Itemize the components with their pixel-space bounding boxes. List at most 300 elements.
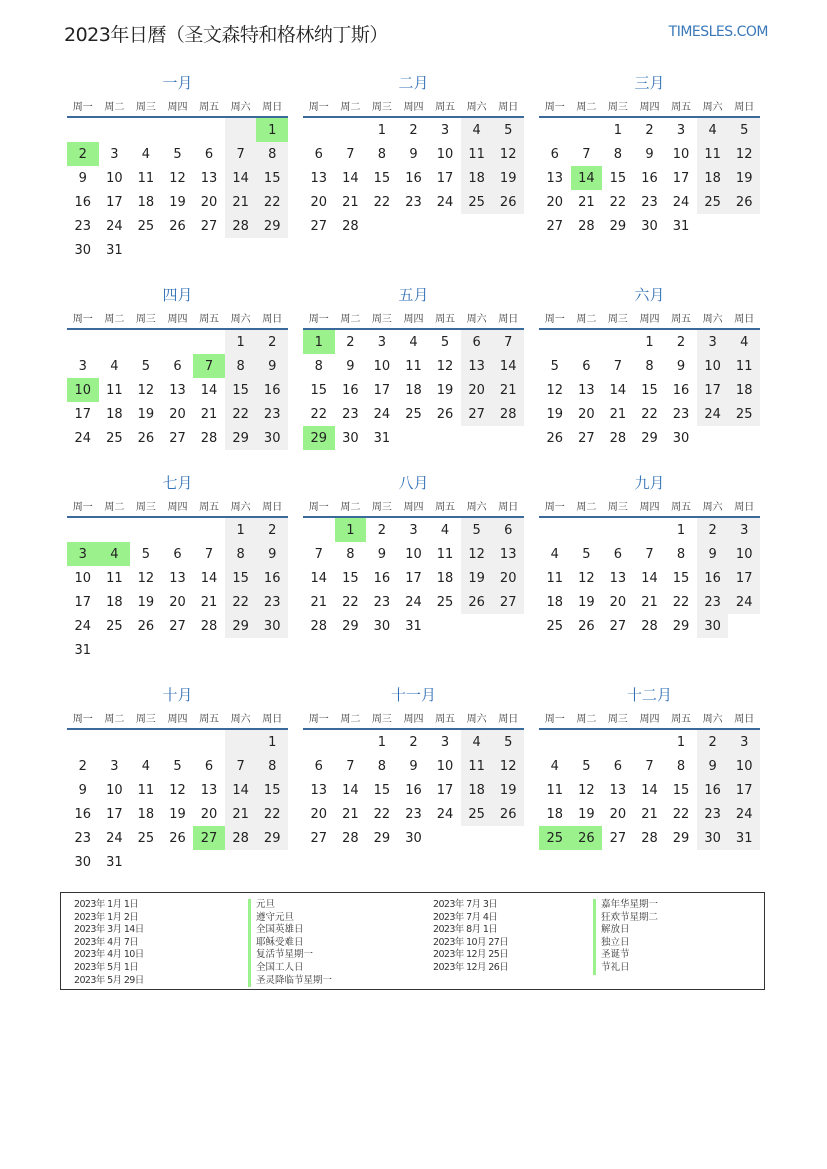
day-cell[interactable]: 3 [78,358,87,374]
day-cell[interactable]: 3 [440,734,450,750]
day-cell[interactable]: 18 [106,594,123,610]
day-cell[interactable]: 18 [137,194,155,210]
day-cell[interactable]: 26 [169,830,186,846]
day-cell[interactable]: 6 [613,546,623,562]
day-cell[interactable]: 9 [377,546,387,562]
day-cell[interactable]: 7 [225,754,257,778]
day-cell[interactable]: 8 [314,358,323,374]
day-cell[interactable]: 7 [346,146,355,162]
day-cell[interactable]: 24 [74,430,92,446]
day-cell[interactable]: 14 [492,354,524,378]
day-cell[interactable]: 21 [310,594,328,610]
day-cell[interactable]: 30 [74,854,92,870]
day-cell[interactable]: 21 [342,194,359,210]
day-cell[interactable]: 12 [578,570,595,586]
holiday-day-cell[interactable]: 29 [303,426,335,450]
holiday-day-cell[interactable]: 1 [256,118,288,142]
day-cell[interactable]: 14 [225,166,257,190]
day-cell[interactable]: 11 [728,354,760,378]
day-cell[interactable]: 17 [405,570,422,586]
day-cell[interactable]: 15 [225,566,257,590]
holiday-day-cell[interactable]: 1 [303,330,335,354]
day-cell[interactable]: 5 [461,518,493,542]
day-cell[interactable]: 24 [672,194,690,210]
day-cell[interactable]: 29 [342,618,359,634]
day-cell[interactable]: 28 [641,618,658,634]
day-cell[interactable]: 15 [641,382,658,398]
day-cell[interactable]: 24 [106,218,123,234]
day-cell[interactable]: 26 [578,618,595,634]
day-cell[interactable]: 25 [137,218,155,234]
day-cell[interactable]: 3 [728,730,760,754]
day-cell[interactable]: 2 [697,518,729,542]
holiday-day-cell[interactable]: 10 [67,378,99,402]
day-cell[interactable]: 15 [373,170,391,186]
day-cell[interactable]: 24 [405,594,422,610]
day-cell[interactable]: 11 [546,570,564,586]
day-cell[interactable]: 6 [550,146,559,162]
day-cell[interactable]: 16 [74,194,92,210]
day-cell[interactable]: 26 [137,430,155,446]
day-cell[interactable]: 19 [728,166,760,190]
day-cell[interactable]: 21 [492,378,524,402]
day-cell[interactable]: 18 [106,406,123,422]
day-cell[interactable]: 28 [200,618,218,634]
day-cell[interactable]: 12 [492,142,524,166]
day-cell[interactable]: 25 [461,190,493,214]
day-cell[interactable]: 25 [728,402,760,426]
day-cell[interactable]: 1 [676,734,686,750]
day-cell[interactable]: 8 [676,546,686,562]
day-cell[interactable]: 2 [78,758,87,774]
day-cell[interactable]: 1 [256,730,288,754]
day-cell[interactable]: 10 [405,546,422,562]
day-cell[interactable]: 14 [641,570,658,586]
day-cell[interactable]: 27 [609,830,627,846]
day-cell[interactable]: 8 [346,546,355,562]
day-cell[interactable]: 19 [546,406,564,422]
day-cell[interactable]: 20 [169,406,186,422]
day-cell[interactable]: 12 [436,358,454,374]
day-cell[interactable]: 15 [256,166,288,190]
day-cell[interactable]: 29 [641,430,658,446]
day-cell[interactable]: 27 [310,830,328,846]
day-cell[interactable]: 9 [346,358,355,374]
day-cell[interactable]: 17 [697,378,729,402]
day-cell[interactable]: 10 [373,358,391,374]
day-cell[interactable]: 22 [310,406,328,422]
day-cell[interactable]: 15 [373,782,391,798]
day-cell[interactable]: 30 [697,614,729,638]
day-cell[interactable]: 23 [405,806,422,822]
day-cell[interactable]: 7 [204,546,214,562]
day-cell[interactable]: 11 [106,382,123,398]
day-cell[interactable]: 24 [728,590,760,614]
day-cell[interactable]: 24 [436,194,454,210]
day-cell[interactable]: 18 [546,594,564,610]
day-cell[interactable]: 16 [405,782,422,798]
day-cell[interactable]: 11 [697,142,729,166]
day-cell[interactable]: 4 [141,758,151,774]
day-cell[interactable]: 7 [492,330,524,354]
day-cell[interactable]: 13 [200,170,218,186]
day-cell[interactable]: 8 [256,142,288,166]
day-cell[interactable]: 9 [78,170,87,186]
day-cell[interactable]: 13 [609,782,627,798]
day-cell[interactable]: 20 [461,378,493,402]
day-cell[interactable]: 29 [256,214,288,238]
day-cell[interactable]: 6 [461,330,493,354]
day-cell[interactable]: 23 [697,590,729,614]
day-cell[interactable]: 27 [492,590,524,614]
day-cell[interactable]: 15 [342,570,359,586]
day-cell[interactable]: 20 [578,406,595,422]
day-cell[interactable]: 22 [225,402,257,426]
day-cell[interactable]: 19 [137,406,155,422]
day-cell[interactable]: 12 [461,542,493,566]
day-cell[interactable]: 24 [728,802,760,826]
day-cell[interactable]: 27 [310,218,328,234]
day-cell[interactable]: 28 [609,430,627,446]
day-cell[interactable]: 17 [436,170,454,186]
day-cell[interactable]: 25 [137,830,155,846]
day-cell[interactable]: 15 [609,170,627,186]
day-cell[interactable]: 5 [492,730,524,754]
day-cell[interactable]: 5 [582,758,591,774]
day-cell[interactable]: 9 [256,542,288,566]
day-cell[interactable]: 7 [346,758,355,774]
day-cell[interactable]: 7 [314,546,323,562]
day-cell[interactable]: 31 [106,854,123,870]
day-cell[interactable]: 25 [461,802,493,826]
day-cell[interactable]: 7 [613,358,623,374]
day-cell[interactable]: 29 [672,618,690,634]
day-cell[interactable]: 4 [110,358,119,374]
day-cell[interactable]: 5 [728,118,760,142]
day-cell[interactable]: 18 [137,806,155,822]
day-cell[interactable]: 13 [310,782,328,798]
day-cell[interactable]: 10 [697,354,729,378]
day-cell[interactable]: 26 [492,802,524,826]
day-cell[interactable]: 23 [697,802,729,826]
day-cell[interactable]: 18 [728,378,760,402]
day-cell[interactable]: 20 [200,806,218,822]
day-cell[interactable]: 16 [373,570,391,586]
day-cell[interactable]: 17 [106,806,123,822]
day-cell[interactable]: 26 [728,190,760,214]
day-cell[interactable]: 16 [342,382,359,398]
day-cell[interactable]: 25 [546,618,564,634]
day-cell[interactable]: 24 [106,830,123,846]
day-cell[interactable]: 19 [436,382,454,398]
day-cell[interactable]: 16 [697,778,729,802]
day-cell[interactable]: 13 [546,170,564,186]
day-cell[interactable]: 21 [200,406,218,422]
day-cell[interactable]: 4 [550,546,559,562]
day-cell[interactable]: 28 [578,218,595,234]
day-cell[interactable]: 29 [373,830,391,846]
day-cell[interactable]: 11 [137,170,155,186]
day-cell[interactable]: 25 [106,618,123,634]
day-cell[interactable]: 31 [672,218,690,234]
day-cell[interactable]: 23 [641,194,658,210]
day-cell[interactable]: 5 [173,146,182,162]
day-cell[interactable]: 3 [697,330,729,354]
day-cell[interactable]: 28 [641,830,658,846]
day-cell[interactable]: 24 [373,406,391,422]
day-cell[interactable]: 6 [204,146,214,162]
day-cell[interactable]: 5 [141,546,151,562]
day-cell[interactable]: 19 [578,594,595,610]
day-cell[interactable]: 4 [440,522,450,538]
day-cell[interactable]: 22 [672,594,690,610]
holiday-day-cell[interactable]: 1 [335,518,367,542]
day-cell[interactable]: 28 [225,826,257,850]
day-cell[interactable]: 6 [492,518,524,542]
day-cell[interactable]: 1 [645,334,654,350]
day-cell[interactable]: 26 [461,590,493,614]
day-cell[interactable]: 12 [169,170,186,186]
day-cell[interactable]: 24 [436,806,454,822]
day-cell[interactable]: 4 [550,758,559,774]
day-cell[interactable]: 22 [256,190,288,214]
day-cell[interactable]: 21 [641,806,658,822]
day-cell[interactable]: 23 [256,590,288,614]
day-cell[interactable]: 19 [492,166,524,190]
day-cell[interactable]: 17 [74,594,92,610]
day-cell[interactable]: 10 [436,758,454,774]
day-cell[interactable]: 2 [409,734,418,750]
day-cell[interactable]: 10 [672,146,690,162]
day-cell[interactable]: 19 [461,566,493,590]
day-cell[interactable]: 16 [405,170,422,186]
day-cell[interactable]: 29 [256,826,288,850]
day-cell[interactable]: 31 [74,642,92,658]
day-cell[interactable]: 11 [106,570,123,586]
day-cell[interactable]: 23 [74,218,92,234]
day-cell[interactable]: 21 [641,594,658,610]
day-cell[interactable]: 20 [609,594,627,610]
day-cell[interactable]: 10 [106,170,123,186]
day-cell[interactable]: 9 [697,542,729,566]
day-cell[interactable]: 18 [546,806,564,822]
day-cell[interactable]: 27 [609,618,627,634]
day-cell[interactable]: 5 [440,334,450,350]
day-cell[interactable]: 4 [409,334,418,350]
day-cell[interactable]: 19 [137,594,155,610]
holiday-day-cell[interactable]: 26 [571,826,603,850]
day-cell[interactable]: 24 [74,618,92,634]
day-cell[interactable]: 11 [137,782,155,798]
day-cell[interactable]: 29 [225,614,257,638]
day-cell[interactable]: 6 [204,758,214,774]
day-cell[interactable]: 10 [106,782,123,798]
day-cell[interactable]: 30 [672,430,690,446]
day-cell[interactable]: 4 [728,330,760,354]
day-cell[interactable]: 31 [106,242,123,258]
day-cell[interactable]: 22 [641,406,658,422]
day-cell[interactable]: 17 [728,566,760,590]
day-cell[interactable]: 10 [728,754,760,778]
day-cell[interactable]: 25 [697,190,729,214]
day-cell[interactable]: 7 [225,142,257,166]
day-cell[interactable]: 2 [256,330,288,354]
day-cell[interactable]: 30 [74,242,92,258]
brand-logo[interactable]: TIMESLES.COM [668,24,768,40]
day-cell[interactable]: 19 [578,806,595,822]
day-cell[interactable]: 29 [609,218,627,234]
day-cell[interactable]: 1 [225,518,257,542]
day-cell[interactable]: 9 [645,146,654,162]
day-cell[interactable]: 8 [676,758,686,774]
day-cell[interactable]: 21 [225,190,257,214]
day-cell[interactable]: 13 [169,382,186,398]
day-cell[interactable]: 2 [697,730,729,754]
day-cell[interactable]: 16 [74,806,92,822]
day-cell[interactable]: 22 [342,594,359,610]
day-cell[interactable]: 15 [672,782,690,798]
day-cell[interactable]: 30 [641,218,658,234]
day-cell[interactable]: 6 [582,358,591,374]
day-cell[interactable]: 26 [492,190,524,214]
day-cell[interactable]: 18 [461,166,493,190]
day-cell[interactable]: 11 [461,142,493,166]
day-cell[interactable]: 14 [641,782,658,798]
day-cell[interactable]: 11 [546,782,564,798]
holiday-day-cell[interactable]: 14 [571,166,603,190]
day-cell[interactable]: 21 [342,806,359,822]
day-cell[interactable]: 10 [728,542,760,566]
day-cell[interactable]: 3 [110,758,119,774]
day-cell[interactable]: 23 [342,406,359,422]
day-cell[interactable]: 20 [200,194,218,210]
day-cell[interactable]: 6 [314,758,323,774]
day-cell[interactable]: 8 [645,358,654,374]
day-cell[interactable]: 13 [461,354,493,378]
day-cell[interactable]: 13 [578,382,595,398]
day-cell[interactable]: 26 [436,406,454,422]
day-cell[interactable]: 16 [697,566,729,590]
day-cell[interactable]: 12 [169,782,186,798]
day-cell[interactable]: 27 [461,402,493,426]
day-cell[interactable]: 21 [225,802,257,826]
day-cell[interactable]: 27 [169,430,186,446]
day-cell[interactable]: 18 [436,570,454,586]
day-cell[interactable]: 5 [141,358,151,374]
day-cell[interactable]: 20 [310,194,328,210]
day-cell[interactable]: 27 [169,618,186,634]
day-cell[interactable]: 13 [609,570,627,586]
day-cell[interactable]: 23 [74,830,92,846]
day-cell[interactable]: 5 [582,546,591,562]
day-cell[interactable]: 17 [106,194,123,210]
day-cell[interactable]: 14 [200,382,218,398]
day-cell[interactable]: 1 [377,734,387,750]
day-cell[interactable]: 22 [225,590,257,614]
day-cell[interactable]: 7 [582,146,591,162]
day-cell[interactable]: 19 [169,194,186,210]
day-cell[interactable]: 28 [310,618,328,634]
day-cell[interactable]: 28 [492,402,524,426]
day-cell[interactable]: 30 [697,826,729,850]
day-cell[interactable]: 23 [256,402,288,426]
day-cell[interactable]: 9 [78,782,87,798]
day-cell[interactable]: 18 [697,166,729,190]
day-cell[interactable]: 17 [728,778,760,802]
day-cell[interactable]: 18 [405,382,422,398]
day-cell[interactable]: 20 [492,566,524,590]
day-cell[interactable]: 28 [342,218,359,234]
day-cell[interactable]: 13 [492,542,524,566]
day-cell[interactable]: 30 [342,430,359,446]
day-cell[interactable]: 3 [728,518,760,542]
day-cell[interactable]: 2 [409,122,418,138]
day-cell[interactable]: 8 [377,758,387,774]
day-cell[interactable]: 16 [256,566,288,590]
day-cell[interactable]: 19 [169,806,186,822]
day-cell[interactable]: 2 [676,334,686,350]
day-cell[interactable]: 29 [672,830,690,846]
holiday-day-cell[interactable]: 27 [193,826,225,850]
holiday-day-cell[interactable]: 4 [99,542,131,566]
day-cell[interactable]: 6 [613,758,623,774]
day-cell[interactable]: 22 [373,194,391,210]
day-cell[interactable]: 31 [373,430,391,446]
day-cell[interactable]: 13 [200,782,218,798]
day-cell[interactable]: 6 [173,358,182,374]
day-cell[interactable]: 13 [310,170,328,186]
day-cell[interactable]: 5 [173,758,182,774]
day-cell[interactable]: 3 [377,334,387,350]
holiday-day-cell[interactable]: 2 [67,142,99,166]
day-cell[interactable]: 12 [578,782,595,798]
day-cell[interactable]: 6 [173,546,182,562]
day-cell[interactable]: 1 [225,330,257,354]
day-cell[interactable]: 14 [225,778,257,802]
day-cell[interactable]: 23 [373,594,391,610]
day-cell[interactable]: 19 [492,778,524,802]
day-cell[interactable]: 2 [645,122,654,138]
day-cell[interactable]: 27 [578,430,595,446]
day-cell[interactable]: 26 [546,430,564,446]
day-cell[interactable]: 21 [609,406,627,422]
day-cell[interactable]: 28 [342,830,359,846]
day-cell[interactable]: 17 [672,170,690,186]
day-cell[interactable]: 16 [256,378,288,402]
day-cell[interactable]: 12 [728,142,760,166]
day-cell[interactable]: 16 [641,170,658,186]
day-cell[interactable]: 20 [609,806,627,822]
day-cell[interactable]: 17 [373,382,391,398]
day-cell[interactable]: 1 [377,122,387,138]
day-cell[interactable]: 15 [225,378,257,402]
day-cell[interactable]: 13 [169,570,186,586]
day-cell[interactable]: 5 [492,118,524,142]
day-cell[interactable]: 8 [256,754,288,778]
day-cell[interactable]: 26 [169,218,186,234]
day-cell[interactable]: 17 [74,406,92,422]
day-cell[interactable]: 12 [137,382,155,398]
day-cell[interactable]: 22 [256,802,288,826]
day-cell[interactable]: 25 [405,406,422,422]
day-cell[interactable]: 20 [546,194,564,210]
day-cell[interactable]: 30 [373,618,391,634]
day-cell[interactable]: 27 [200,218,218,234]
day-cell[interactable]: 4 [697,118,729,142]
day-cell[interactable]: 12 [546,382,564,398]
day-cell[interactable]: 28 [225,214,257,238]
day-cell[interactable]: 27 [546,218,564,234]
